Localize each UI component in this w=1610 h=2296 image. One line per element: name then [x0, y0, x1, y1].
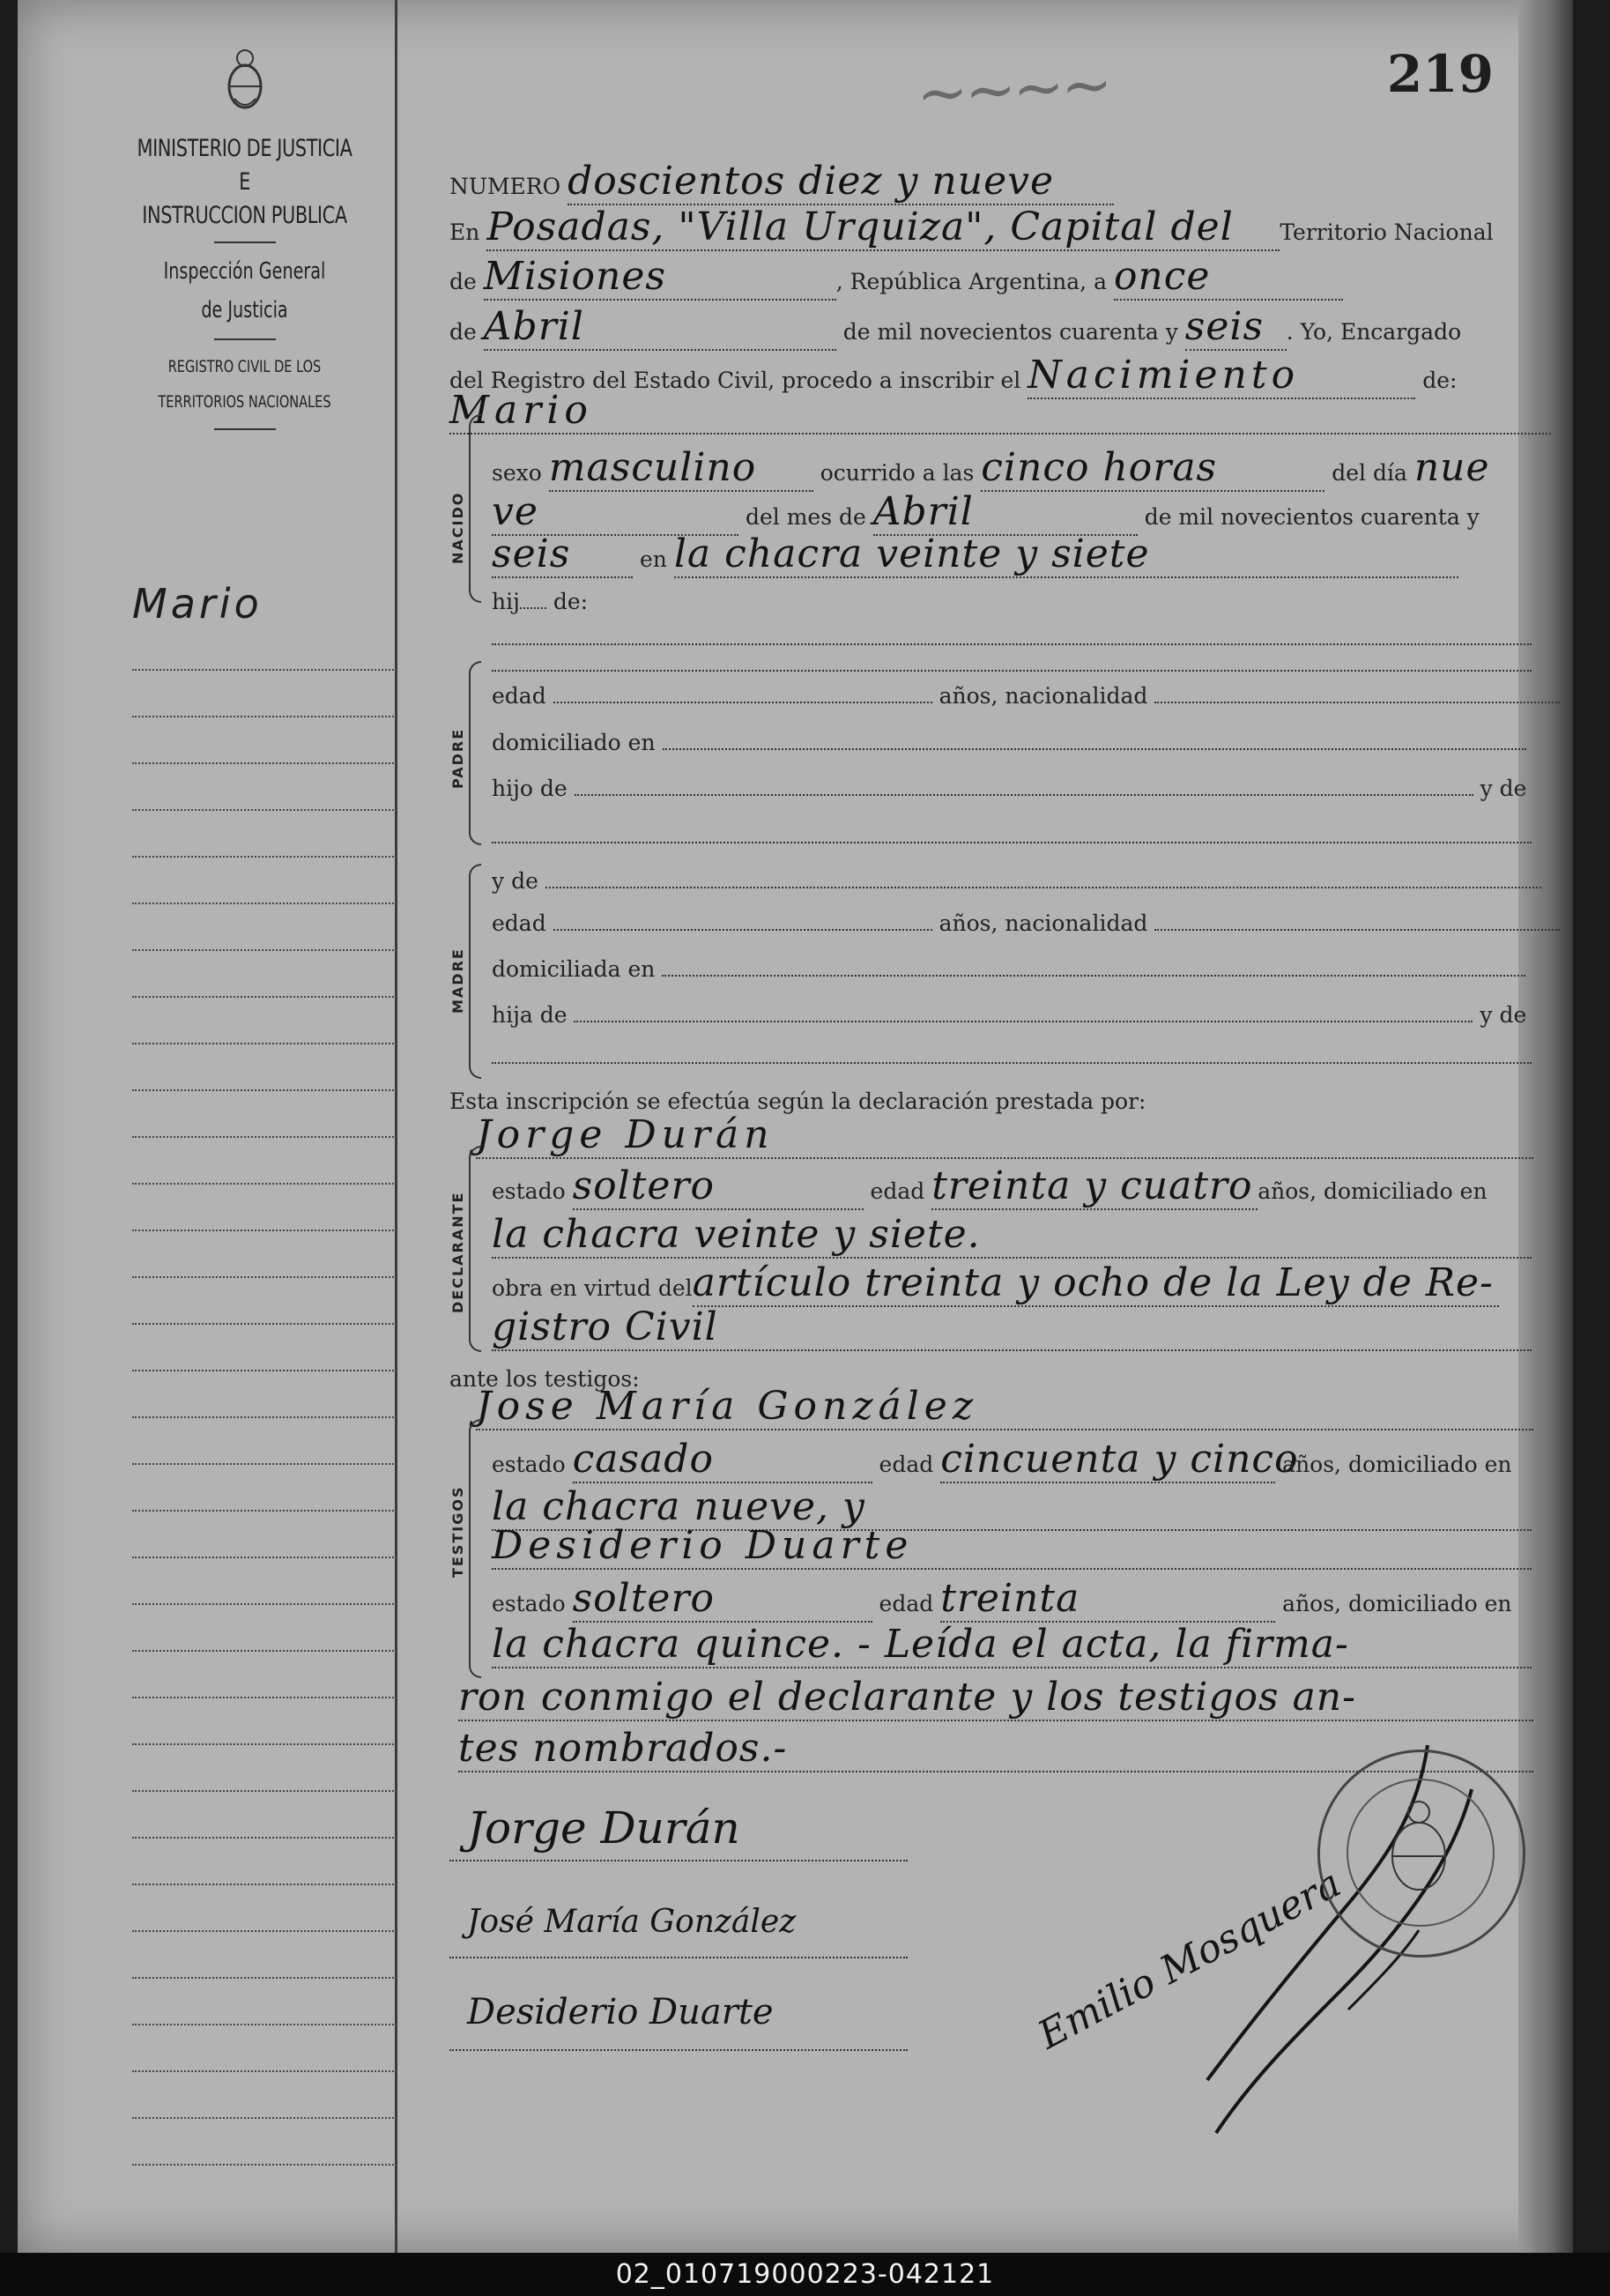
- madre-hija-blank: [574, 1021, 1473, 1022]
- declarante-edad: treinta y cuatro: [931, 1163, 1258, 1210]
- padre-hijo-blank: [575, 794, 1473, 796]
- blank-line: [492, 1062, 1532, 1064]
- anio-label: de mil novecientos cuarenta y: [842, 319, 1178, 345]
- declarante-section-label: DECLARANTE: [449, 1191, 466, 1313]
- numero-value: doscientos diez y nueve: [568, 159, 1114, 205]
- declarante-edad-label: edad: [870, 1178, 925, 1204]
- registro-line-1: REGISTRO CIVIL DE LOS: [167, 357, 322, 376]
- mes-row: [449, 304, 1461, 351]
- testigo1-domicilio: la chacra nueve, y: [492, 1484, 1532, 1531]
- padre-edad-label: edad: [492, 683, 546, 709]
- declarante-domicilio-row: [492, 1212, 1532, 1259]
- divider: [214, 338, 276, 340]
- anio-nacido-label: de mil novecientos cuarenta y: [1144, 504, 1480, 530]
- t1-estado-label: estado: [492, 1452, 566, 1477]
- madre-yde-label: y de: [492, 868, 538, 894]
- registro-line-2: TERRITORIOS NACIONALES: [158, 392, 331, 412]
- padre-yde-label: y de: [1480, 776, 1527, 801]
- madre-hija-row: [492, 1002, 1526, 1028]
- hora-value: cinco horas: [981, 445, 1324, 492]
- padre-edad-blank: [553, 702, 932, 703]
- firma-testigo-2: Desiderio Duarte: [467, 1992, 774, 2032]
- inspeccion-line-2: de Justicia: [201, 297, 288, 323]
- t2-anios-label: años, domiciliado en: [1282, 1591, 1512, 1616]
- declarante-obra-label: obra en virtud del: [492, 1275, 693, 1301]
- dia-value-b: ve: [492, 489, 738, 536]
- hij-row: [492, 589, 588, 614]
- madre-section-label: MADRE: [449, 947, 466, 1014]
- cierre1-row: [458, 1675, 1533, 1721]
- testigo2-estado: soltero: [573, 1576, 872, 1623]
- testigo1-nombre-row: [476, 1384, 1533, 1430]
- ministry-line-3: INSTRUCCION PUBLICA: [142, 202, 347, 229]
- document-page: [18, 0, 1573, 2253]
- ministry-header: [88, 132, 401, 439]
- hij-label: hij: [492, 589, 520, 614]
- ministry-line-1: MINISTERIO DE JUSTICIA: [137, 135, 352, 162]
- de-label: de: [449, 269, 477, 294]
- testigos-section-label: TESTIGOS: [449, 1485, 466, 1578]
- declarante-anios-label: años, domiciliado en: [1258, 1178, 1488, 1204]
- ante-label: ante los testigos:: [449, 1366, 640, 1392]
- testigo1-edad: cincuenta y cinco: [940, 1437, 1299, 1482]
- declarante-obra2-row: [492, 1304, 1532, 1351]
- madre-domicilio-label: domiciliada en: [492, 956, 656, 982]
- declaracion-intro-text: Esta inscripción se efectúa según la declaración prestada por:: [449, 1089, 1146, 1114]
- t1-edad-label: edad: [879, 1452, 934, 1477]
- testigo1-estado: casado: [573, 1437, 872, 1483]
- madre-yde-blank: [545, 887, 1541, 888]
- provincia-value: Misiones: [484, 254, 836, 301]
- declarante-estado: soltero: [573, 1163, 864, 1210]
- padre-domicilio-label: domiciliado en: [492, 730, 656, 755]
- lugar-nacido-value: la chacra veinte y siete: [674, 531, 1458, 578]
- nacido-brace: [469, 414, 481, 603]
- padre-section-label: PADRE: [449, 727, 466, 789]
- nacido-section-label: NACIDO: [449, 491, 466, 564]
- anio-nacido-value: seis: [492, 531, 633, 578]
- ministry-line-2: E: [239, 168, 250, 196]
- top-scribble: ~~~~: [915, 48, 1111, 130]
- testigos-brace: [469, 1419, 481, 1678]
- firma-encargado: Emilio Mosquera: [1031, 1861, 1348, 2059]
- de2-label: de: [449, 319, 477, 345]
- provincia-row: [449, 254, 1343, 301]
- mes-nacido-row: [492, 489, 1480, 536]
- margin-name: Mario: [132, 580, 263, 628]
- page-number: 219: [1386, 44, 1494, 104]
- t2-estado-label: estado: [492, 1591, 566, 1616]
- file-id-footer: 02_010719000223-042121: [0, 2253, 1610, 2296]
- testigo1-nombre: Jose María González: [476, 1384, 1533, 1430]
- hij-blank: [520, 607, 546, 609]
- hij-de-label: de:: [553, 589, 589, 614]
- mes-value: Abril: [484, 304, 836, 351]
- numero-row: [449, 159, 1114, 205]
- madre-anios-label: años, nacionalidad: [939, 910, 1148, 936]
- declarante-estado-label: estado: [492, 1178, 566, 1204]
- numero-label: NUMERO: [449, 174, 561, 199]
- registro-label: del Registro del Estado Civil, procedo a inscribir el: [449, 368, 1021, 393]
- t1-anios-label: años, domiciliado en: [1282, 1452, 1512, 1477]
- dia-value-a: nue: [1413, 445, 1490, 490]
- inspeccion-line-1: Inspección General: [163, 258, 326, 285]
- ocurrido-label: ocurrido a las: [820, 460, 975, 486]
- en-nacido-label: en: [639, 546, 667, 572]
- signature-line: [449, 2049, 908, 2051]
- madre-domicilio-row: [492, 956, 1525, 982]
- testigo2-edad: treinta: [940, 1576, 1275, 1623]
- declarante-domicilio: la chacra veinte y siete.: [492, 1212, 1532, 1259]
- signature-line: [449, 1957, 908, 1958]
- t2-edad-label: edad: [879, 1591, 934, 1616]
- padre-domicilio-blank: [663, 748, 1526, 750]
- margin-ruled-lines: [132, 624, 397, 2166]
- firma-testigo-1: José María González: [467, 1904, 797, 1940]
- madre-edad-blank: [553, 929, 932, 931]
- testigo2-nombre-row: [492, 1523, 1532, 1570]
- madre-edad-label: edad: [492, 910, 546, 936]
- firma-declarante: Jorge Durán: [467, 1802, 740, 1854]
- signature-line: [449, 1860, 908, 1861]
- civil-registry-seal: [1317, 1750, 1525, 1958]
- seal-coat-of-arms-icon: [1375, 1794, 1463, 1900]
- madre-nac-blank: [1154, 929, 1560, 931]
- declarante-estado-row: [492, 1163, 1488, 1210]
- cierre-line-1: ron conmigo el declarante y los testigos an-: [458, 1675, 1533, 1721]
- padre-hijo-label: hijo de: [492, 776, 568, 801]
- madre-yde2-label: y de: [1480, 1002, 1527, 1028]
- left-margin-column: [18, 0, 397, 2253]
- testigo1-estado-row: [492, 1437, 1512, 1483]
- republica-label: , República Argentina, a: [835, 269, 1107, 294]
- anio-value: seis: [1185, 304, 1287, 351]
- nombre-row: [449, 388, 1551, 435]
- sexo-row: [492, 445, 1490, 492]
- madre-edad-row: [492, 910, 1560, 936]
- padre-anios-label: años, nacionalidad: [939, 683, 1148, 709]
- blank-line: [492, 842, 1532, 843]
- madre-yde-row: [492, 868, 1541, 894]
- nombre-value: Mario: [449, 388, 1551, 435]
- en-label: En: [449, 219, 480, 245]
- tipo-value: Nacimiento: [1028, 353, 1415, 399]
- argentine-coat-of-arms-icon: [222, 46, 268, 115]
- declarante-obra2: gistro Civil: [492, 1304, 1532, 1351]
- blank-line: [492, 670, 1532, 672]
- de3-label: de:: [1422, 368, 1458, 393]
- testigo2-nombre: Desiderio Duarte: [492, 1523, 1532, 1570]
- mes-nacido-value: Abril: [873, 489, 1138, 536]
- madre-domicilio-blank: [662, 975, 1525, 977]
- cierre-line-2: tes nombrados.-: [458, 1726, 1533, 1772]
- padre-hijo-row: [492, 776, 1526, 801]
- divider: [214, 428, 276, 430]
- padre-domicilio-row: [492, 730, 1526, 755]
- padre-brace: [469, 661, 481, 845]
- blank-line: [492, 643, 1532, 645]
- declarante-nombre-row: [476, 1112, 1533, 1159]
- en-row: [449, 204, 1494, 251]
- sexo-label: sexo: [492, 460, 542, 486]
- declarante-obra-row: [492, 1260, 1499, 1307]
- declaracion-intro: [449, 1089, 1146, 1114]
- testigo2-domicilio-row: [492, 1622, 1532, 1668]
- deldia-label: del día: [1332, 460, 1407, 486]
- padre-edad-row: [492, 683, 1560, 709]
- testigo2-domicilio: la chacra quince. - Leída el acta, la firma-: [492, 1622, 1532, 1668]
- mes-label: del mes de: [745, 504, 866, 530]
- testigo2-estado-row: [492, 1576, 1512, 1623]
- declarante-obra: artículo treinta y ocho de la Ley de Re-: [693, 1260, 1499, 1307]
- lugar-value: Posadas, "Villa Urquiza", Capital del: [486, 204, 1280, 251]
- yo-label: . Yo, Encargado: [1286, 319, 1462, 345]
- divider: [214, 241, 276, 243]
- padre-nac-blank: [1154, 702, 1560, 703]
- dia-value: once: [1114, 254, 1343, 301]
- sexo-value: masculino: [549, 445, 813, 492]
- declarante-nombre: Jorge Durán: [476, 1112, 1533, 1159]
- declarante-brace: [469, 1146, 481, 1352]
- lugar-nacido-row: [492, 531, 1458, 578]
- madre-hija-label: hija de: [492, 1002, 568, 1028]
- madre-brace: [469, 864, 481, 1079]
- territorio-label: Territorio Nacional: [1280, 219, 1494, 245]
